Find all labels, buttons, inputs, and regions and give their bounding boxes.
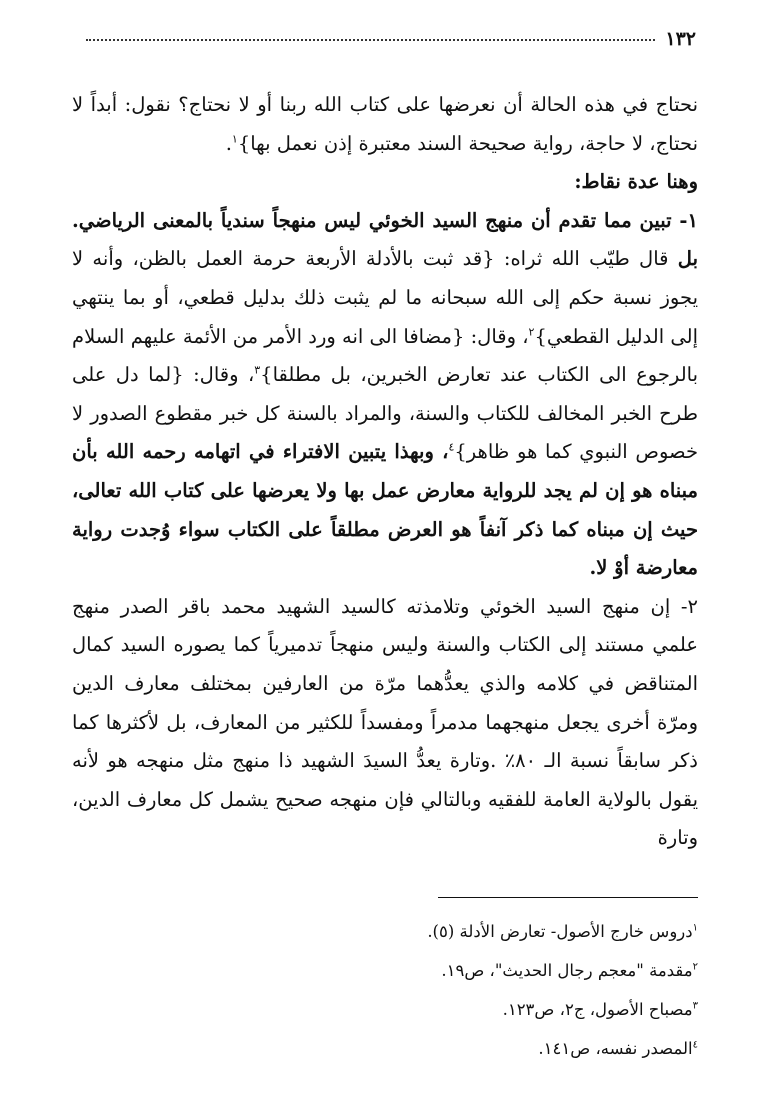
point-1-heading: ١- تبين مما تقدم أن منهج السيد الخوئي ليس منهجاً سندياً بالمعنى الرياضي. بل xyxy=(72,208,698,271)
footnote-item xyxy=(72,990,698,1029)
footnote-text: دروس خارج الأصول- تعارض الأدلة (٥). xyxy=(427,922,693,941)
footnote-number: ١ xyxy=(692,922,698,934)
footnote-number: ٢ xyxy=(692,961,698,973)
footnote-ref-4[interactable]: ٤ xyxy=(448,440,455,454)
point-1-quote-c: ، وقال: {لما دل على طرح الخبر المخالف للكتاب والسنة، والمراد بالسنة كل خبر مقطوع الصدور لا خصوص النبوي كما هو ظاهر} xyxy=(72,363,699,464)
point-1-conclusion: ، وبهذا يتبين الافتراء في اتهامه رحمه الله بأن مبناه هو إن لم يجد للرواية معارض عمل بها ولا يعرضها على كتاب الله تعالى، حيث إن مبناه كما ذكر آنفاً هو العرض مطلقاً على الكتاب سواء وُجدت رواية معارضة أوْ لا. xyxy=(72,440,698,580)
header-dotted-rule xyxy=(86,39,655,41)
footnote-text: مقدمة "معجم رجال الحديث"، ص١٩. xyxy=(441,961,693,980)
page-header xyxy=(86,28,696,50)
footnote-item xyxy=(72,1029,698,1068)
footnote-number: ٣ xyxy=(692,1000,698,1012)
footnote-text: مصباح الأصول، ج٢، ص١٢٣. xyxy=(502,1000,693,1019)
footnote-number: ٤ xyxy=(692,1039,698,1051)
footnote-ref-2[interactable]: ٢ xyxy=(528,325,535,339)
point-1-quote-a: قال طيّب الله ثراه: {قد ثبت بالأدلة الأربعة حرمة العمل بالظن، وأنه لا يجوز نسبة حكم إلى الله سبحانه ما لم يثبت ذلك بدليل قطعي، أو بما ينتهي إلى الدليل القطعي} xyxy=(72,247,698,348)
paragraph-continuation xyxy=(72,86,698,163)
paragraph-continuation-text: نحتاج في هذه الحالة أن نعرضها على كتاب الله ربنا أو لا نحتاج؟ نقول: أبداً لا نحتاج، لا حاجة، رواية صحيحة السند معتبرة إذن نعمل بها} xyxy=(72,93,698,155)
page-number: ١٣٢ xyxy=(665,28,696,50)
point-1-paragraph xyxy=(72,202,698,588)
main-text xyxy=(72,86,698,858)
paragraph-continuation-end: . xyxy=(225,131,232,155)
point-1-quote-b: ، وقال: {مضافا الى انه ورد الأمر من الأئمة عليهم السلام بالرجوع الى الكتاب عند تعارض الخبرين، بل مطلقا} xyxy=(72,324,698,387)
footnotes xyxy=(72,912,698,1068)
footnote-item xyxy=(72,951,698,990)
points-intro: وهنا عدة نقاط: xyxy=(574,170,698,194)
footnote-ref-1[interactable]: ١ xyxy=(231,132,238,146)
footnote-text: المصدر نفسه، ص١٤١. xyxy=(538,1039,693,1058)
footnote-ref-3[interactable]: ٣ xyxy=(254,363,261,377)
footnote-separator xyxy=(438,897,698,898)
point-2-paragraph: ٢- إن منهج السيد الخوئي وتلامذته كالسيد الشهيد محمد باقر الصدر منهج علمي مستند إلى الكتاب والسنة وليس منهجاً تدميرياً كما يصوره السيد كمال المتناقض في كلامه والذي يعدُّهما مرّة من العارفين بمختلف معارف الدين ومرّة أخرى يجعل منهجهما مدمراً ومفسداً للكثير من المعارف، بل لأكثرها كما ذكر سابقاً نسبة الـ ٨٠٪ .وتارة يعدُّ السيدَ الشهيد ذا منهج مثل منهجه هو لأنه يقول بالولاية العامة للفقيه وبالتالي فإن منهجه صحيح يشمل كل معارف الدين، وتارة xyxy=(72,594,698,850)
footnote-item xyxy=(72,912,698,951)
